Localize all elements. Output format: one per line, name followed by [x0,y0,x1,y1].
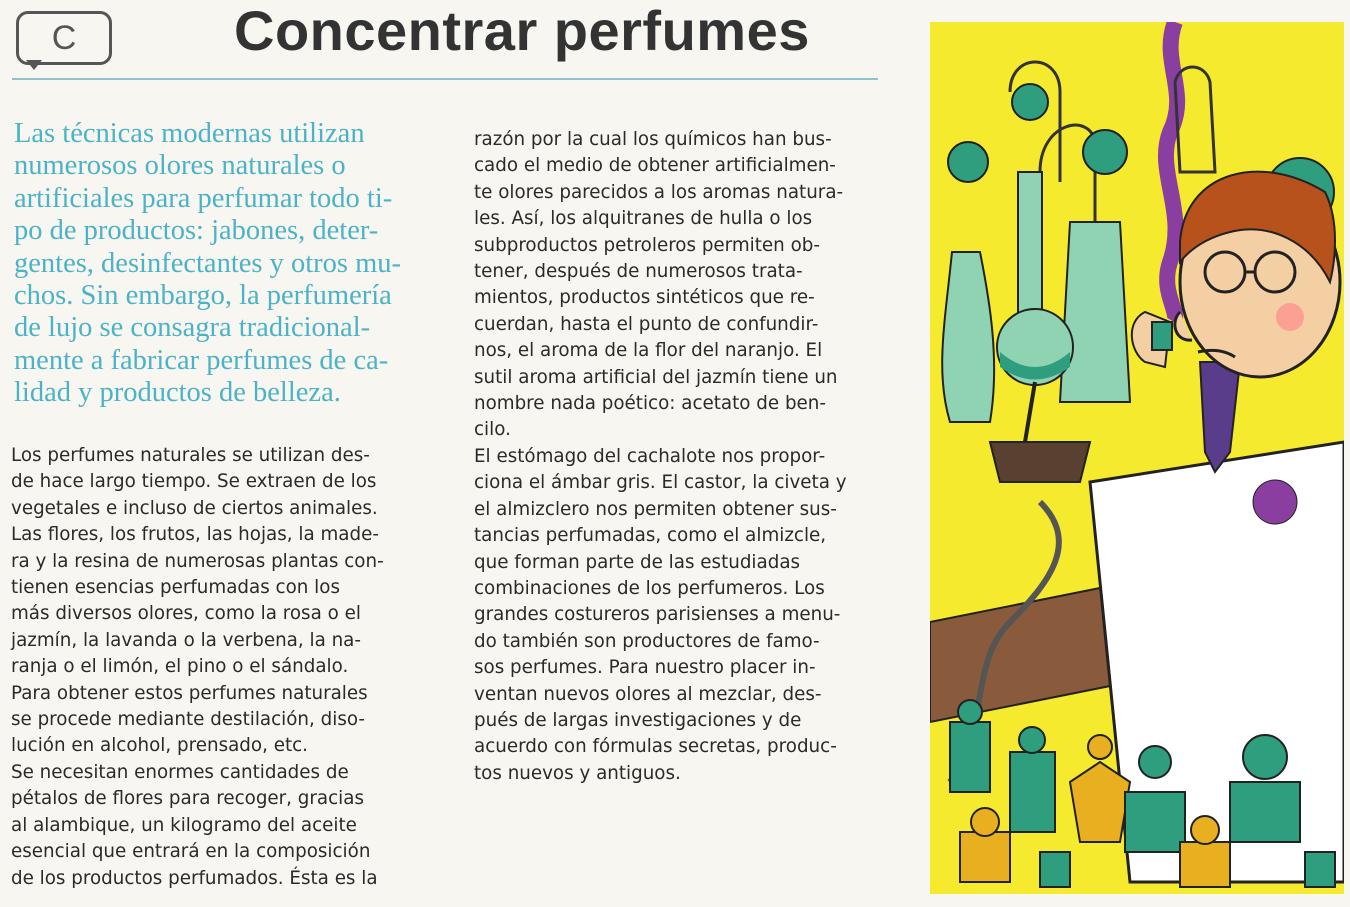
burner [990,442,1090,482]
section-badge [16,11,112,65]
intro-paragraph: Las técnicas modernas utilizan numerosos olores naturales o artificiales para perfumar todo ti- po de productos: jabones, deter- gentes, desinfectantes y otros mu- chos. Sin embargo, la perfumería de lujo se consagra tradicional- mente a fabricar perfumes de ca- lidad y productos de belleza. [14,118,402,409]
title-divider [12,78,878,80]
glass-bulb [948,142,988,182]
glass-bulb [1083,130,1127,174]
page-title: Concentrar perfumes [234,0,810,62]
body-column-1: Los perfumes naturales se utilizan des- de hace largo tiempo. Se extraen de los vegetales e incluso de ciertos animales. Las flores, los frutos, las hojas, la made- ra y la resina de numerosas plantas con- tienen esencias perfumadas con los más diversos olores, como la rosa o el jazmín, la lavanda o la verbena, la na- ranja o el limón, el pino o el sándalo. Para obtener estos perfumes naturales se procede mediante destilación, diso- lución en alcohol, prensado, etc. Se necesitan enormes cantidades de pétalos de flores para recoger, gracias al alambique, un kilogramo del aceite esencial que entrará en la composición de los productos perfumados. Ésta es la [11,445,384,889]
section-letter: C [51,18,77,57]
glass-tube [1018,172,1042,332]
glass-bulb [1012,84,1048,120]
badge-tail [26,60,42,70]
perfume-vial [1152,322,1172,350]
pocket-flower [1253,480,1297,524]
glass-flask [1060,222,1130,402]
body-column-2: razón por la cual los químicos han bus- cado el medio de obtener artificialmen- te olores parecidos a los aromas natura- les. Así, los alquitranes de hulla o los subproductos petroleros permiten ob- tener, después de numerosos trata- mientos, productos sintéticos que re- cuerdan, hasta el punto de confundir- nos, el aroma de la flor del naranjo. El sutil aroma artificial del jazmín tiene un nombre nada poético: acetato de ben- cilo. El estómago del cachalote nos propor- ciona el ámbar gris. El castor, la civeta y el almizclero nos permiten obtener sus- tancias perfumadas, como el almizcle, que forman parte de las estudiadas combinaciones de los perfumeros. Los grandes costureros parisienses a menu- do también son productores de famo- sos perfumes. Para nuestro placer in- ventan nuevos olores al mezclar, des- pués de largas investigaciones y de acuerdo con fórmulas secretas, produc- tos nuevos y antiguos. [474,129,847,784]
chemist-illustration [930,22,1344,894]
illustration [930,22,1344,894]
